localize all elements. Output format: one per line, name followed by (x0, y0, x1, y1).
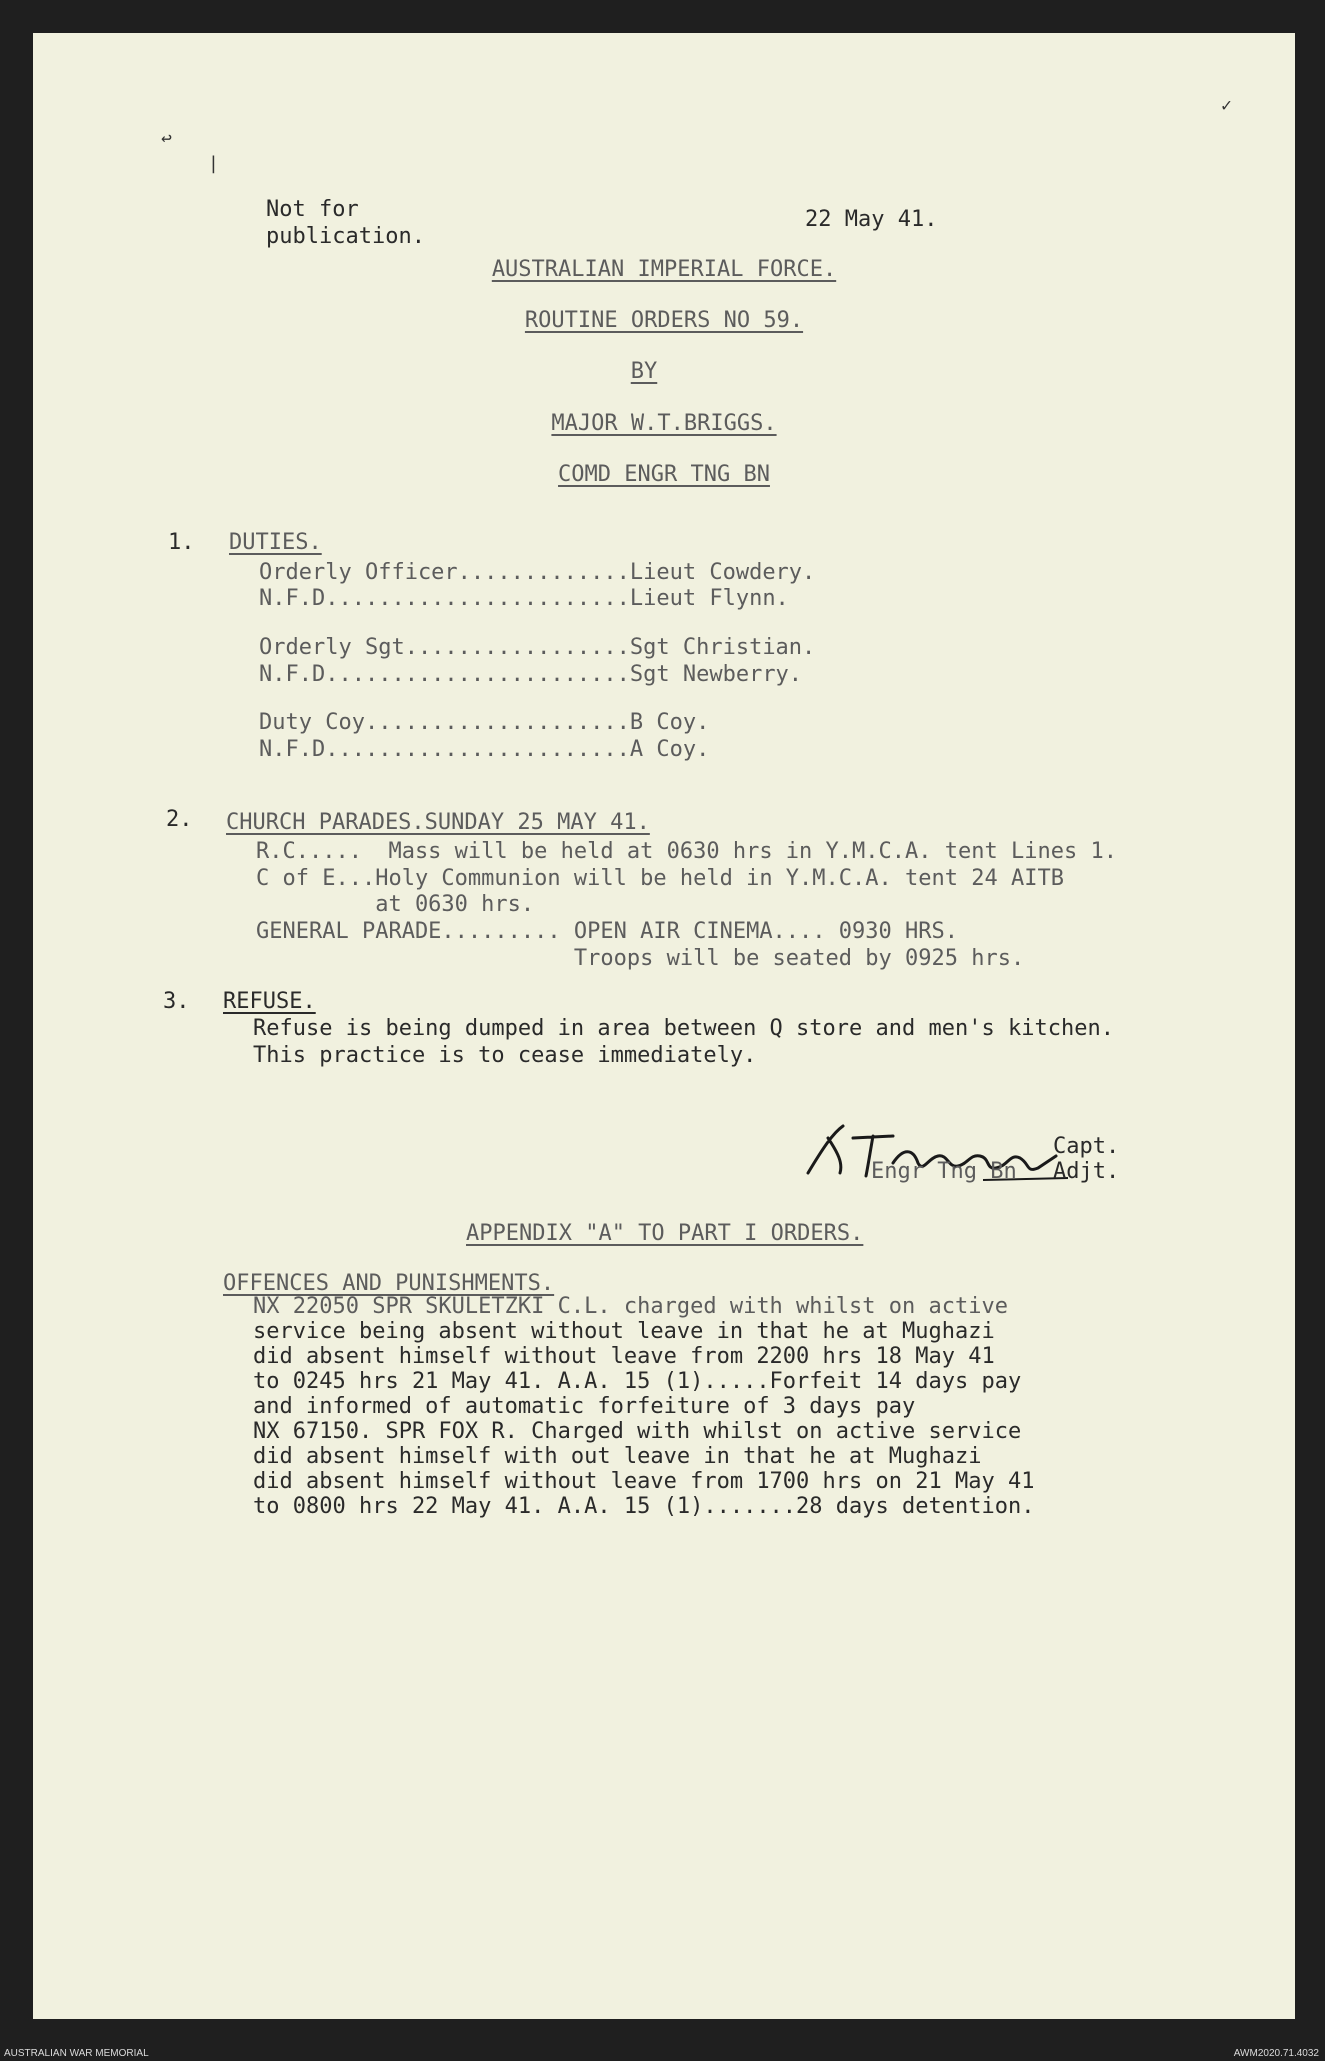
duty-line: Duty Coy....................B Coy. (259, 710, 710, 735)
refuse-number: 3. (163, 989, 190, 1014)
church-line: at 0630 hrs. (256, 892, 535, 917)
appendix-title: APPENDIX "A" TO PART I ORDERS. (466, 1221, 864, 1246)
orders-title: ROUTINE ORDERS NO 59. (524, 308, 804, 333)
offences-heading: OFFENCES AND PUNISHMENTS. (223, 1271, 555, 1296)
not-for-line1: Not for (266, 197, 359, 222)
duty-line: N.F.D.......................A Coy. (259, 737, 710, 762)
refuse-line: Refuse is being dumped in area between Q store and men's kitchen. (253, 1016, 1114, 1041)
offence-line: to 0800 hrs 22 May 41. A.A. 15 (1).......28 days detention. (253, 1494, 1035, 1519)
signature-unit: Engr Tng Bn (871, 1159, 1017, 1184)
church-line: C of E...Holy Communion will be held in Y.M.C.A. tent 24 AITB (256, 866, 1064, 891)
church-number: 2. (166, 807, 193, 832)
ink-speck: ↩ (161, 128, 172, 149)
duty-line: N.F.D.......................Lieut Flynn. (259, 586, 789, 611)
footer-accession: AWM2020.71.4032 (1233, 2048, 1319, 2059)
offence-line: did absent himself without leave from 2200 hrs 18 May 41 (253, 1344, 995, 1369)
document-page (33, 33, 1295, 2019)
offence-line: did absent himself without leave from 1700 hrs on 21 May 41 (253, 1469, 1035, 1494)
offence-line: service being absent without leave in that he at Mughazi (253, 1319, 995, 1344)
duties-number: 1. (168, 530, 195, 555)
duties-heading: DUTIES. (229, 530, 322, 555)
offence-line: NX 22050 SPR SKULETZKI C.L. charged with whilst on active (253, 1294, 1008, 1319)
offence-line: and informed of automatic forfeiture of 3 days pay (253, 1394, 916, 1419)
unit-title: COMD ENGR TNG BN (558, 462, 770, 487)
church-heading: CHURCH PARADES.SUNDAY 25 MAY 41. (226, 810, 650, 835)
duty-line: Orderly Sgt.................Sgt Christian. (259, 635, 816, 660)
refuse-line: This practice is to cease immediately. (253, 1043, 757, 1068)
refuse-heading: REFUSE. (223, 989, 316, 1014)
order-date: 22 May 41. (805, 207, 938, 232)
duty-line: N.F.D.......................Sgt Newberry. (259, 662, 803, 687)
signature-rank: Capt. (1053, 1134, 1120, 1159)
church-line: R.C..... Mass will be held at 0630 hrs in Y.M.C.A. tent Lines 1. (256, 839, 1117, 864)
ink-speck: ✓ (1221, 95, 1232, 116)
footer-institution: AUSTRALIAN WAR MEMORIAL (4, 2048, 149, 2059)
offence-line: did absent himself with out leave in that he at Mughazi (253, 1444, 982, 1469)
church-line: GENERAL PARADE......... OPEN AIR CINEMA.... 0930 HRS. (256, 919, 958, 944)
major-title: MAJOR W.T.BRIGGS. (551, 411, 777, 436)
duty-line: Orderly Officer.............Lieut Cowdery. (259, 560, 816, 585)
offence-line: to 0245 hrs 21 May 41. A.A. 15 (1).....Forfeit 14 days pay (253, 1369, 1022, 1394)
not-for-line2: publication. (266, 224, 425, 249)
offence-line: NX 67150. SPR FOX R. Charged with whilst on active service (253, 1419, 1022, 1444)
ink-speck: | (208, 153, 219, 174)
church-line: Troops will be seated by 0925 hrs. (256, 946, 1025, 971)
signature-role: Adjt. (1053, 1159, 1120, 1184)
force-title: AUSTRALIAN IMPERIAL FORCE. (491, 257, 837, 282)
by-title: BY (630, 359, 658, 384)
